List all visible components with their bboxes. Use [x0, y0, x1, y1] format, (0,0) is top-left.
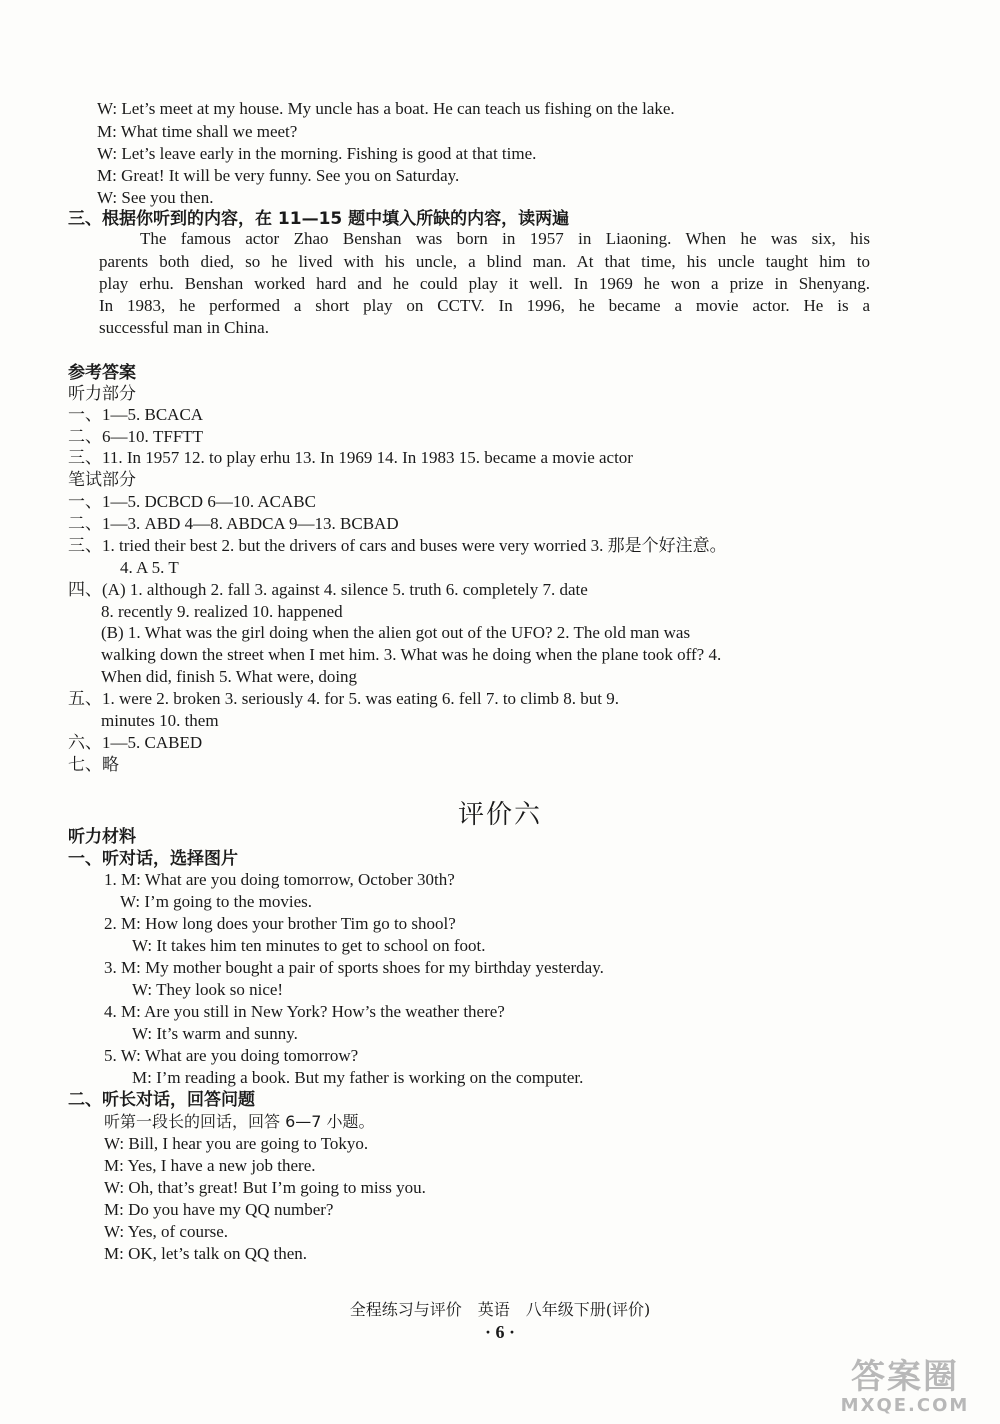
dialog-line: M: OK, let’s talk on QQ then. [104, 1244, 308, 1263]
answer-line: 一、1—5. DCBCD 6—10. ACABC [68, 492, 316, 511]
passage-line: The famous actor Zhao Benshan was born in 1957 in Liaoning. When he was six, his [140, 229, 870, 248]
dialog-line: 4. M: Are you still in New York? How’s the weather there? [104, 1002, 505, 1021]
page-number: · 6 · [484, 1322, 515, 1342]
dialog-line: 5. W: What are you doing tomorrow? [104, 1046, 359, 1065]
dialog-line: W: Let’s leave early in the morning. Fishing is good at that time. [97, 144, 537, 163]
part-heading: 一、听对话，选择图片 [68, 849, 238, 869]
dialog-line: W: They look so nice! [132, 980, 284, 999]
part-intro: 听第一段长的回话，回答 6—7 小题。 [104, 1112, 375, 1131]
watermark-url: MXQE.COM [840, 1395, 970, 1416]
answers-subheading: 笔试部分 [68, 470, 136, 490]
dialog-line: W: It’s warm and sunny. [132, 1024, 298, 1043]
passage-line: In 1983, he performed a short play on CCTV. In 1996, he became a movie actor. He is a [99, 296, 870, 315]
answer-line: 三、1. tried their best 2. but the drivers of cars and buses were very worried 3. 那是个好注意。 [68, 536, 727, 555]
answer-line: 二、1—3. ABD 4—8. ABDCA 9—13. BCBAD [68, 514, 399, 533]
section-heading: 三、根据你听到的内容，在 11—15 题中填入所缺的内容，读两遍 [68, 209, 570, 229]
dialog-line: M: I’m reading a book. But my father is working on the computer. [132, 1068, 584, 1087]
answer-line: 三、11. In 1957 12. to play erhu 13. In 1969 14. In 1983 15. became a movie actor [68, 448, 633, 467]
answer-line: 五、1. were 2. broken 3. seriously 4. for 5. was eating 6. fell 7. to climb 8. but 9. [68, 689, 619, 708]
answer-line: 8. recently 9. realized 10. happened [101, 602, 343, 621]
dialog-line: W: Yes, of course. [104, 1222, 229, 1241]
part-heading: 二、听长对话，回答问题 [68, 1090, 255, 1110]
answer-line: 四、(A) 1. although 2. fall 3. against 4. silence 5. truth 6. completely 7. date [68, 580, 588, 599]
answer-line: 六、1—5. CABED [68, 733, 203, 752]
passage-line: parents both died, so he lived with his uncle, a blind man. At that time, his uncle taught him to [99, 252, 870, 271]
dialog-line: M: Great! It will be very funny. See you on Saturday. [97, 166, 460, 185]
dialog-line: M: Yes, I have a new job there. [104, 1156, 316, 1175]
dialog-line: W: Let’s meet at my house. My uncle has a boat. He can teach us fishing on the lake. [97, 99, 675, 118]
material-heading: 听力材料 [68, 827, 136, 847]
answer-line: minutes 10. them [101, 711, 219, 730]
watermark-logo [820, 1358, 990, 1418]
answer-line: walking down the street when I met him. 3. What was he doing when the plane took off? 4. [101, 645, 722, 664]
passage-line: play erhu. Benshan worked hard and he could play it well. In 1969 he won a prize in Shenyang. [99, 274, 870, 293]
dialog-line: 1. M: What are you doing tomorrow, October 30th? [104, 870, 455, 889]
passage-line: successful man in China. [99, 318, 269, 337]
dialog-line: W: See you then. [97, 188, 214, 207]
page-footer: 全程练习与评价 英语 八年级下册(评价) [349, 1300, 651, 1319]
answer-line: When did, finish 5. What were, doing [101, 667, 358, 686]
dialog-line: W: I’m going to the movies. [120, 892, 313, 911]
dialog-line: 2. M: How long does your brother Tim go to shool? [104, 914, 456, 933]
dialog-line: M: Do you have my QQ number? [104, 1200, 334, 1219]
answer-line: 一、1—5. BCACA [68, 405, 204, 424]
answer-line: (B) 1. What was the girl doing when the alien got out of the UFO? 2. The old man was [101, 623, 691, 642]
section-title: 评价六 [457, 800, 542, 830]
dialog-line: W: Oh, that’s great! But I’m going to miss you. [104, 1178, 426, 1197]
dialog-line: W: It takes him ten minutes to get to school on foot. [132, 936, 486, 955]
dialog-line: 3. M: My mother bought a pair of sports shoes for my birthday yesterday. [104, 958, 604, 977]
answer-line: 七、略 [68, 755, 119, 774]
answers-subheading: 听力部分 [68, 384, 136, 404]
dialog-line: W: Bill, I hear you are going to Tokyo. [104, 1134, 369, 1153]
watermark-text: 答案圈 [851, 1357, 959, 1397]
dialog-line: M: What time shall we meet? [97, 122, 298, 141]
answer-line: 二、6—10. TFFTT [68, 427, 204, 446]
answer-line: 4. A 5. T [120, 558, 179, 577]
answers-heading: 参考答案 [68, 363, 136, 383]
